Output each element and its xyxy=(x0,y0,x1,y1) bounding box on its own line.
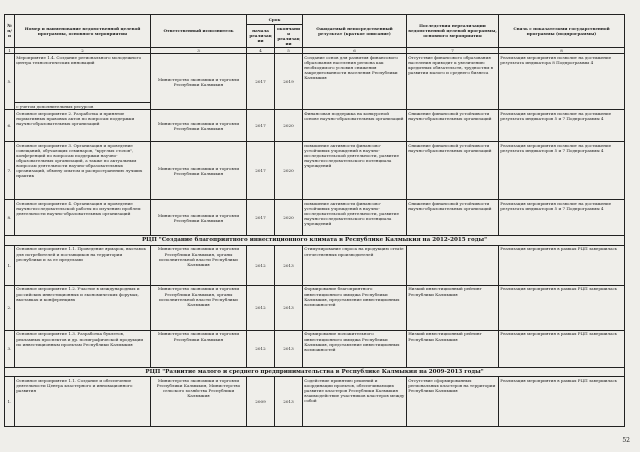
row-start: 2017 xyxy=(247,142,275,200)
row-start: 2009 xyxy=(247,377,275,427)
row-result: Стимулирование спроса на продукцию create отечественных производителей xyxy=(303,245,407,285)
row-consequences: Снижение финансовой устойчивости научно-образовательных организаций xyxy=(407,142,499,200)
row-num: 2. xyxy=(5,285,15,330)
row-consequences: Низкий инвестиционный рейтинг Республики Калмыкия xyxy=(407,285,499,330)
row-end: 2020 xyxy=(275,142,303,200)
row-name: Основное мероприятие 3. Организация и проведение совещаний, обучающих семинаров, "круглых столов", конференций по вопросам поддержки научно-образовательных организаций, а также по актуальным вопросам деятельности научно-образовательных организаций, обмену опытом и распространению лучших практик xyxy=(15,142,151,200)
row-link: Реализация мероприятия позволит на достижение результата индикаторов 5 и 7 Подпрограммы 4 xyxy=(499,200,625,236)
row-name: Основное мероприятие 1.3. Разработка буклетов, рекламных проспектов и др. полиграфической продукции по инвестиционным проектам Республики Калмыкия xyxy=(15,330,151,367)
row-name-text: Мероприятие 1.4. Создание регионального молодежного центра технологических инноваций xyxy=(16,54,142,65)
col-number: 2 xyxy=(15,47,151,54)
row-end: 2013 xyxy=(275,285,303,330)
col-number: 5 xyxy=(275,47,303,54)
row-start: 2017 xyxy=(247,54,275,110)
col-number: 3 xyxy=(151,47,247,54)
row-consequences: Снижение финансовой устойчивости научно-образовательных организаций xyxy=(407,200,499,236)
table-row xyxy=(5,142,625,200)
table-row xyxy=(5,377,625,427)
col-number: 6 xyxy=(303,47,407,54)
row-consequences: Низкий инвестиционный рейтинг Республики Калмыкия xyxy=(407,330,499,367)
row-link: Реализация мероприятия позволит на достижение результата индикатора 8 Подпрограммы 4 xyxy=(499,54,625,110)
row-name-extra: с учетом дополнительных ресурсов xyxy=(15,102,150,109)
row-consequences xyxy=(407,245,499,285)
row-start: 2012 xyxy=(247,330,275,367)
header-exec: Ответственный исполнитель xyxy=(151,15,247,48)
header-result: Ожидаемый непосредственный результат (краткое описание) xyxy=(303,15,407,48)
row-end: 2013 xyxy=(275,377,303,427)
row-result: Финансовая поддержка на конкурсной основе научно-образовательных организаций xyxy=(303,110,407,142)
section-row xyxy=(5,236,625,246)
row-end: 2020 xyxy=(275,110,303,142)
row-exec: Министерство экономики и торговли Республики Калмыкия xyxy=(151,110,247,142)
row-consequences: Отсутствие сформированных региональных кластеров на территории Республики Калмыкия xyxy=(407,377,499,427)
header-link: Связь с показателями государственной программы (подпрограммы) xyxy=(499,15,625,48)
col-number: 1 xyxy=(5,47,15,54)
row-name: Основное мероприятие 1.1. Создание и обеспечение деятельности Центра кластерного и инновационного развития xyxy=(15,377,151,427)
section-title: РЦП "Создание благоприятного инвестиционного климата в Республике Калмыкия на 2012-2015 годы" xyxy=(5,236,625,246)
row-consequences: Отсутствие финансового образования населения приводит к увеличению кредитных обязательств, трудностям в развитии малого и среднего бизнеса xyxy=(407,54,499,110)
row-num: 1. xyxy=(5,245,15,285)
header-term: Срок xyxy=(247,15,303,25)
row-name xyxy=(15,54,151,110)
row-link: Реализация мероприятия в рамках РЦП завершилась xyxy=(499,285,625,330)
col-number: 8 xyxy=(499,47,625,54)
row-exec: Министерство экономики и торговли Республики Калмыкия, органы исполнительной власти Республики Калмыкия xyxy=(151,285,247,330)
row-result: Формирование благоприятного инвестиционного имиджа Республики Калмыкия, представление инвестиционных возможностей xyxy=(303,285,407,330)
col-number: 4 xyxy=(247,47,275,54)
row-name: Основное мероприятие 4. Организация и проведение научно-исследовательской работы по изучению проблем деятельности научно-образовательных организаций xyxy=(15,200,151,236)
row-start: 2017 xyxy=(247,200,275,236)
row-link: Реализация мероприятия позволит на достижение результата индикаторов 5 и 7 Подпрограммы 4 xyxy=(499,142,625,200)
row-link: Реализация мероприятия в рамках РЦП завершилась xyxy=(499,245,625,285)
row-end: 2020 xyxy=(275,200,303,236)
row-num: 3. xyxy=(5,330,15,367)
row-num: 5. xyxy=(5,54,15,110)
row-exec: Министерство экономики и торговли Республики Калмыкия xyxy=(151,142,247,200)
row-start: 2017 xyxy=(247,110,275,142)
col-number: 7 xyxy=(407,47,499,54)
program-table xyxy=(4,14,625,427)
row-name: Основное мероприятие 1.2. Участие в международных и российских инвестиционных и экономических форумах, выставках и конференциях xyxy=(15,285,151,330)
row-exec: Министерство экономики и торговли Республики Калмыкия, органы исполнительной власти Республики Калмыкия xyxy=(151,245,247,285)
table-row xyxy=(5,330,625,367)
row-result: повышение активности финансово-устойчивых учреждений в научно-исследовательской деятельности, развитие научно-исследовательского потенциала учреждений xyxy=(303,200,407,236)
section-row xyxy=(5,367,625,377)
table-row xyxy=(5,110,625,142)
row-link: Реализация мероприятия позволит на достижение результата индикаторов 5 и 7 Подпрограммы 4 xyxy=(499,110,625,142)
row-consequences: Снижение финансовой устойчивости научно-образовательных организаций xyxy=(407,110,499,142)
row-end: 2019 xyxy=(275,54,303,110)
row-link: Реализация мероприятия в рамках РЦП завершилась xyxy=(499,377,625,427)
row-start: 2012 xyxy=(247,285,275,330)
row-num: 7. xyxy=(5,142,15,200)
table-row xyxy=(5,54,625,110)
row-link: Реализация мероприятия в рамках РЦП завершилась xyxy=(499,330,625,367)
row-num: 1. xyxy=(5,377,15,427)
table-row xyxy=(5,285,625,330)
row-result: Создание основ для развития финансового образования населения региона как необходимого условия снижения закредитованности населения Республики Калмыкия xyxy=(303,54,407,110)
section-title: РЦП "Развитие малого и среднего предпринимательства в Республике Калмыкия на 2009-2013 годы" xyxy=(5,367,625,377)
row-result: Содействие принятию решений и координации проектов, обеспечивающих развитие кластеров Республики Калмыкия взаимодействие участников кластеров между собой xyxy=(303,377,407,427)
row-num: 8. xyxy=(5,200,15,236)
table-row xyxy=(5,200,625,236)
row-name: Основное мероприятие 1.1. Проведение ярмарок, выставок для потребителей и поставщиков на территории республики и за ее пределами xyxy=(15,245,151,285)
column-numbers-row xyxy=(5,47,625,54)
header-consequences: Последствия нереализации ведомственной целевой программы, основного мероприятия xyxy=(407,15,499,48)
row-result: Формирование положительного инвестиционного имиджа Республики Калмыкия, представление инвестиционных возможностей xyxy=(303,330,407,367)
row-end: 2013 xyxy=(275,245,303,285)
row-exec: Министерство экономики и торговли Республики Калмыкия xyxy=(151,200,247,236)
page-number: 52 xyxy=(622,437,630,444)
row-end: 2013 xyxy=(275,330,303,367)
header-end: окончания реализации xyxy=(275,25,303,48)
row-result: повышение активности финансово-устойчивых учреждений в научно-исследовательской деятельности, развитие научно-исследовательского потенциала учреждений xyxy=(303,142,407,200)
header-num: № п/п xyxy=(5,15,15,48)
table-row xyxy=(5,245,625,285)
row-exec: Министерство экономики и торговли Республики Калмыкия xyxy=(151,330,247,367)
header-start: начала реализации xyxy=(247,25,275,48)
row-name: Основное мероприятие 2. Разработка и принятие нормативных правовых актов по вопросам поддержки научно-образовательных организаций xyxy=(15,110,151,142)
header-name: Номер и наименование ведомственной целевой программы, основного мероприятия xyxy=(15,15,151,48)
row-start: 2012 xyxy=(247,245,275,285)
row-exec: Министерство экономики и торговли Республики Калмыкия, Министерство сельского хозяйства Республики Калмыкия xyxy=(151,377,247,427)
row-num: 6. xyxy=(5,110,15,142)
row-exec: Министерство экономики и торговли Республики Калмыкия xyxy=(151,54,247,110)
